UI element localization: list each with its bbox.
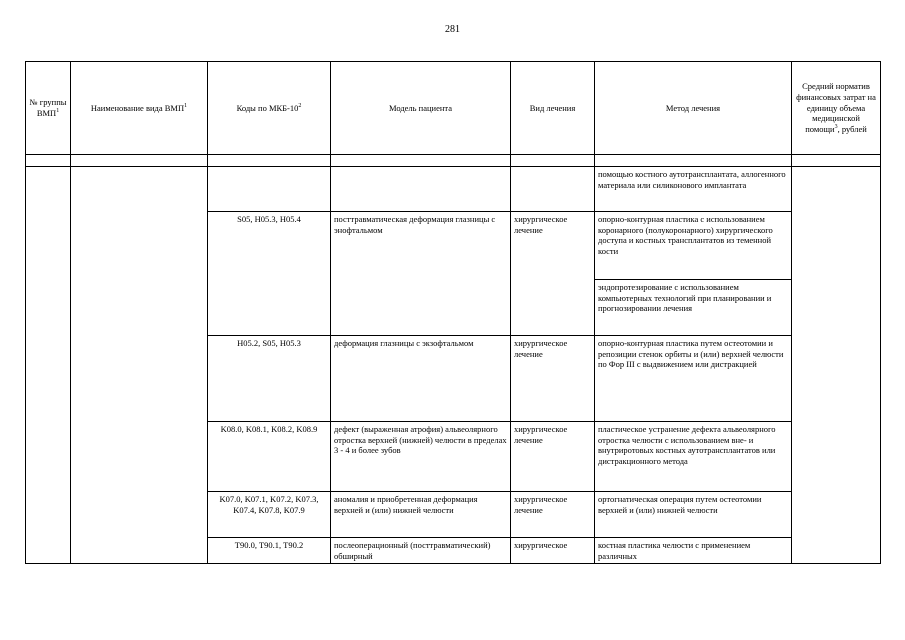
icd-codes-cell: K08.0, K08.1, K08.2, K08.9 xyxy=(208,422,331,492)
header-patient-model: Модель пациента xyxy=(331,62,511,155)
icd-codes-cell: S05, H05.3, H05.4 xyxy=(208,212,331,336)
treatment-type-cell: хирургическое лечение xyxy=(511,212,595,336)
patient-model-cell xyxy=(331,167,511,212)
treatment-method-cell: помощью костного аутотрансплантата, аллогенного материала или силиконового имплантата xyxy=(595,167,792,212)
header-group-number: № группы ВМП$^1$ xyxy=(26,62,71,155)
treatment-method-cell: пластическое устранение дефекта альвеолярного отростка челюсти с использованием вне- и внутриротовых костных аутотрансплантатов или дистракционного метода xyxy=(595,422,792,492)
treatment-method-cell: опорно-контурная пластика с использованием коронарного (полукоронарного) хирургического доступа и костных трансплантатов из теменной кости xyxy=(595,212,792,280)
patient-model-cell: деформация глазницы с экзофтальмом xyxy=(331,336,511,422)
treatment-type-cell: хирургическое лечение xyxy=(511,336,595,422)
table-header-row xyxy=(26,62,881,155)
header-average-cost: Средний норматив финансовых затрат на единицу объема медицинской помощи$^3$, рублей xyxy=(792,62,881,155)
header-treatment-type: Вид лечения xyxy=(511,62,595,155)
average-cost-cell xyxy=(792,167,881,564)
patient-model-cell: послеоперационный (посттравматический) обширный xyxy=(331,538,511,564)
header-treatment-method: Метод лечения xyxy=(595,62,792,155)
icd-codes-cell xyxy=(208,167,331,212)
treatment-type-cell: хирургическое xyxy=(511,538,595,564)
treatment-type-cell xyxy=(511,167,595,212)
treatment-method-cell: эндопротезирование с использованием компьютерных технологий при планировании и прогнозировании лечения xyxy=(595,280,792,336)
page-number: 281 xyxy=(445,24,460,35)
vmp-name-cell xyxy=(71,167,208,564)
treatment-type-cell: хирургическое лечение xyxy=(511,492,595,538)
header-icd-codes: Коды по МКБ-$10^2$ xyxy=(208,62,331,155)
icd-codes-cell: K07.0, K07.1, K07.2, K07.3, K07.4, K07.8, K07.9 xyxy=(208,492,331,538)
patient-model-cell: дефект (выраженная атрофия) альвеолярного отростка верхней (нижней) челюсти в пределах 3 - 4 и более зубов xyxy=(331,422,511,492)
table-row xyxy=(26,167,881,212)
header-vmp-name: Наименование вида ВМП$^1$ xyxy=(71,62,208,155)
spacer-row xyxy=(26,155,881,167)
treatment-method-cell: опорно-контурная пластика путем остеотомии и репозиции стенок орбиты и (или) верхней челюсти по Фор III с выдвижением или дистракцией xyxy=(595,336,792,422)
treatment-type-cell: хирургическое лечение xyxy=(511,422,595,492)
vmp-table xyxy=(25,61,881,564)
icd-codes-cell: H05.2, S05, H05.3 xyxy=(208,336,331,422)
treatment-method-cell: костная пластика челюсти с применением различных xyxy=(595,538,792,564)
patient-model-cell: аномалия и приобретенная деформация верхней и (или) нижней челюсти xyxy=(331,492,511,538)
patient-model-cell: посттравматическая деформация глазницы с энофтальмом xyxy=(331,212,511,336)
treatment-method-cell: ортогнатическая операция путем остеотомии верхней и (или) нижней челюсти xyxy=(595,492,792,538)
group-number-cell xyxy=(26,167,71,564)
icd-codes-cell: T90.0, T90.1, T90.2 xyxy=(208,538,331,564)
